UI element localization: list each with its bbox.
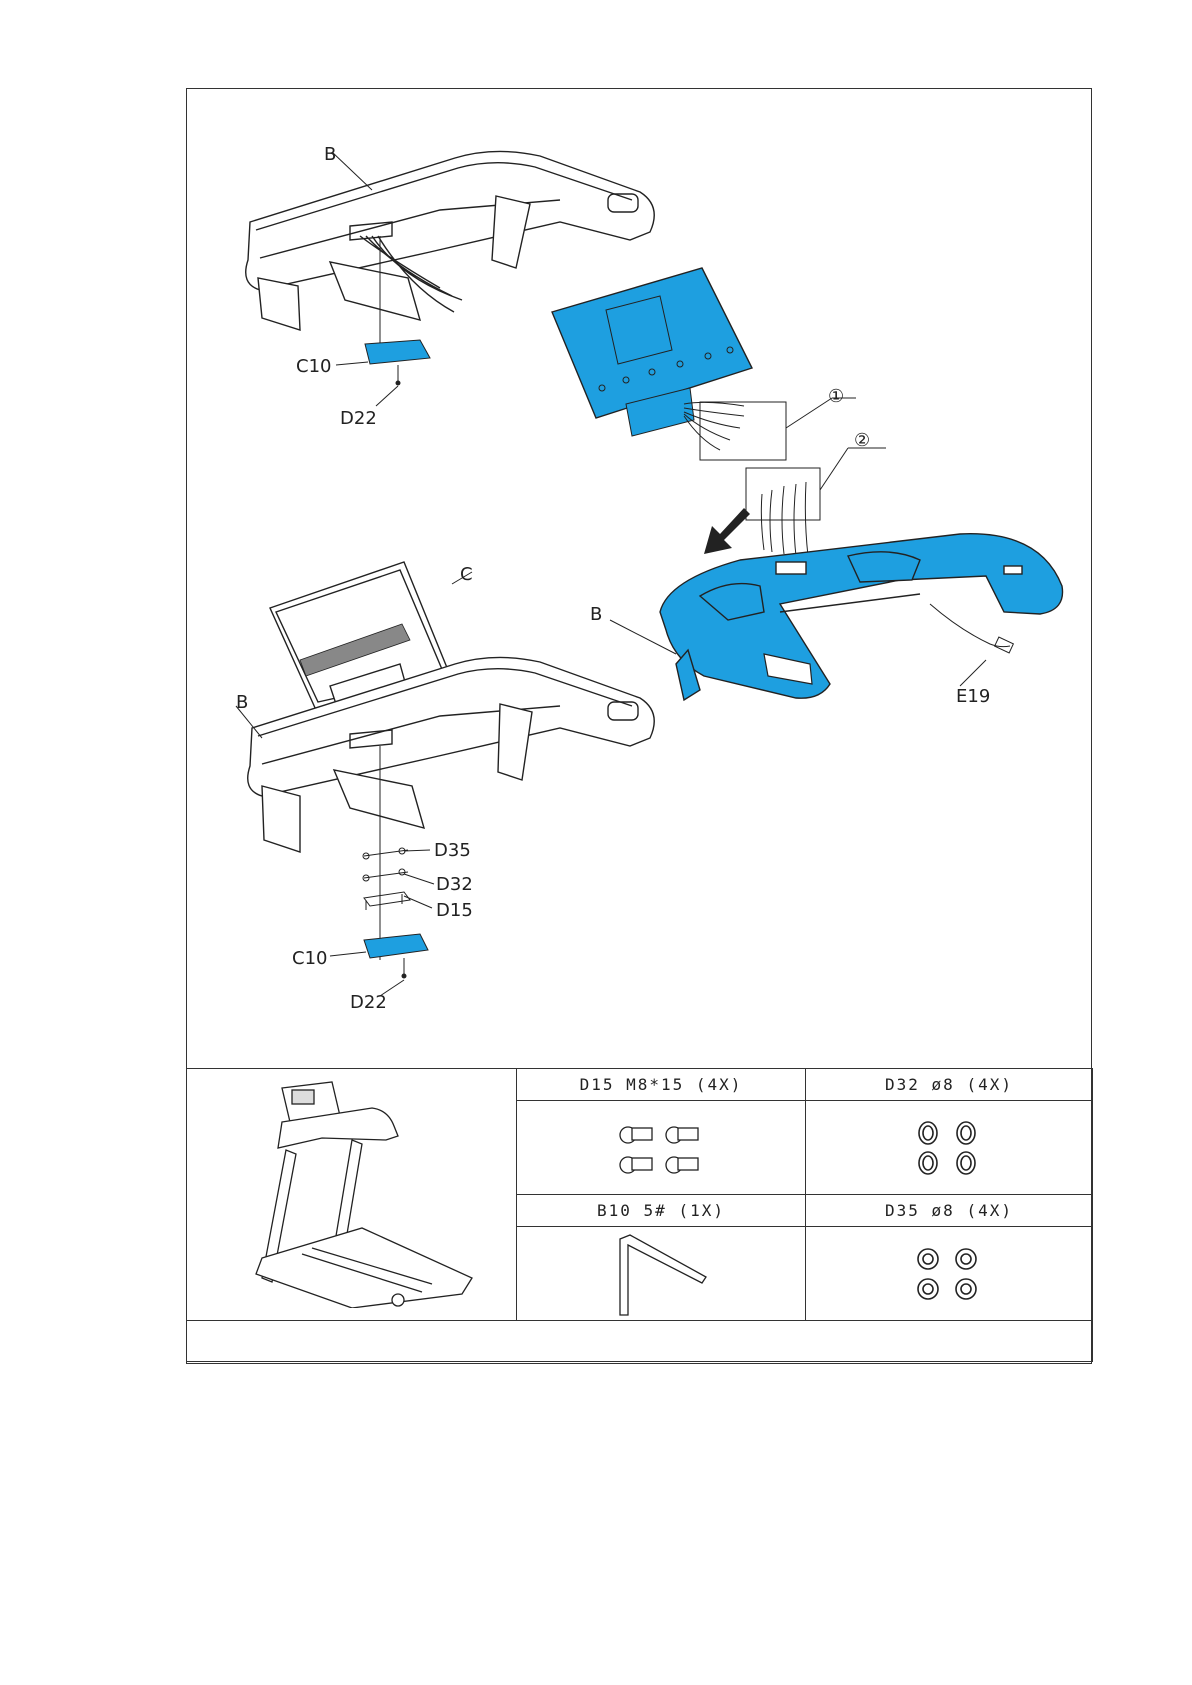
callout-1: ① (828, 386, 845, 407)
label-top-cover: C10 (296, 356, 332, 377)
callout-2: ② (854, 430, 871, 451)
console-unit (552, 268, 752, 436)
top-cover-c10 (365, 340, 430, 364)
spring-washer-icon (904, 1113, 994, 1183)
label-console: C (460, 564, 473, 585)
label-washer-d35: D35 (434, 840, 471, 861)
treadmill-image (222, 1078, 482, 1308)
part-header-d35: D35 ø8 (4X) (806, 1195, 1093, 1227)
part-header-b10: B10 5# (1X) (517, 1195, 806, 1227)
parts-table (186, 1068, 1093, 1362)
part-image-d32 (806, 1101, 1093, 1195)
label-washer-d32: D32 (436, 874, 473, 895)
washers-d35 (363, 848, 408, 859)
blue-frame-b (660, 534, 1063, 700)
label-mid-frame: B (236, 692, 249, 713)
hex-key-icon (606, 1229, 716, 1319)
part-image-b10 (517, 1227, 806, 1321)
label-bottom-cover: C10 (292, 948, 328, 969)
label-blue-frame: B (590, 604, 603, 625)
part-header-d32: D32 ø8 (4X) (806, 1069, 1093, 1101)
flat-washer-icon (904, 1239, 994, 1309)
label-top-frame: B (324, 144, 337, 165)
table-footer (187, 1321, 1093, 1362)
label-bolt-d15: D15 (436, 900, 473, 921)
treadmill-overview (187, 1069, 517, 1321)
label-bottom-screw: D22 (350, 992, 387, 1013)
bolts-d15 (364, 892, 410, 910)
part-header-d15: D15 M8*15 (4X) (517, 1069, 806, 1101)
part-image-d35 (806, 1227, 1093, 1321)
direction-arrow (704, 508, 750, 554)
washers-d32 (363, 869, 408, 881)
label-top-screw: D22 (340, 408, 377, 429)
bolt-icon (606, 1113, 716, 1183)
part-image-d15 (517, 1101, 806, 1195)
label-cable: E19 (956, 686, 991, 707)
bottom-cover-c10 (364, 934, 428, 958)
